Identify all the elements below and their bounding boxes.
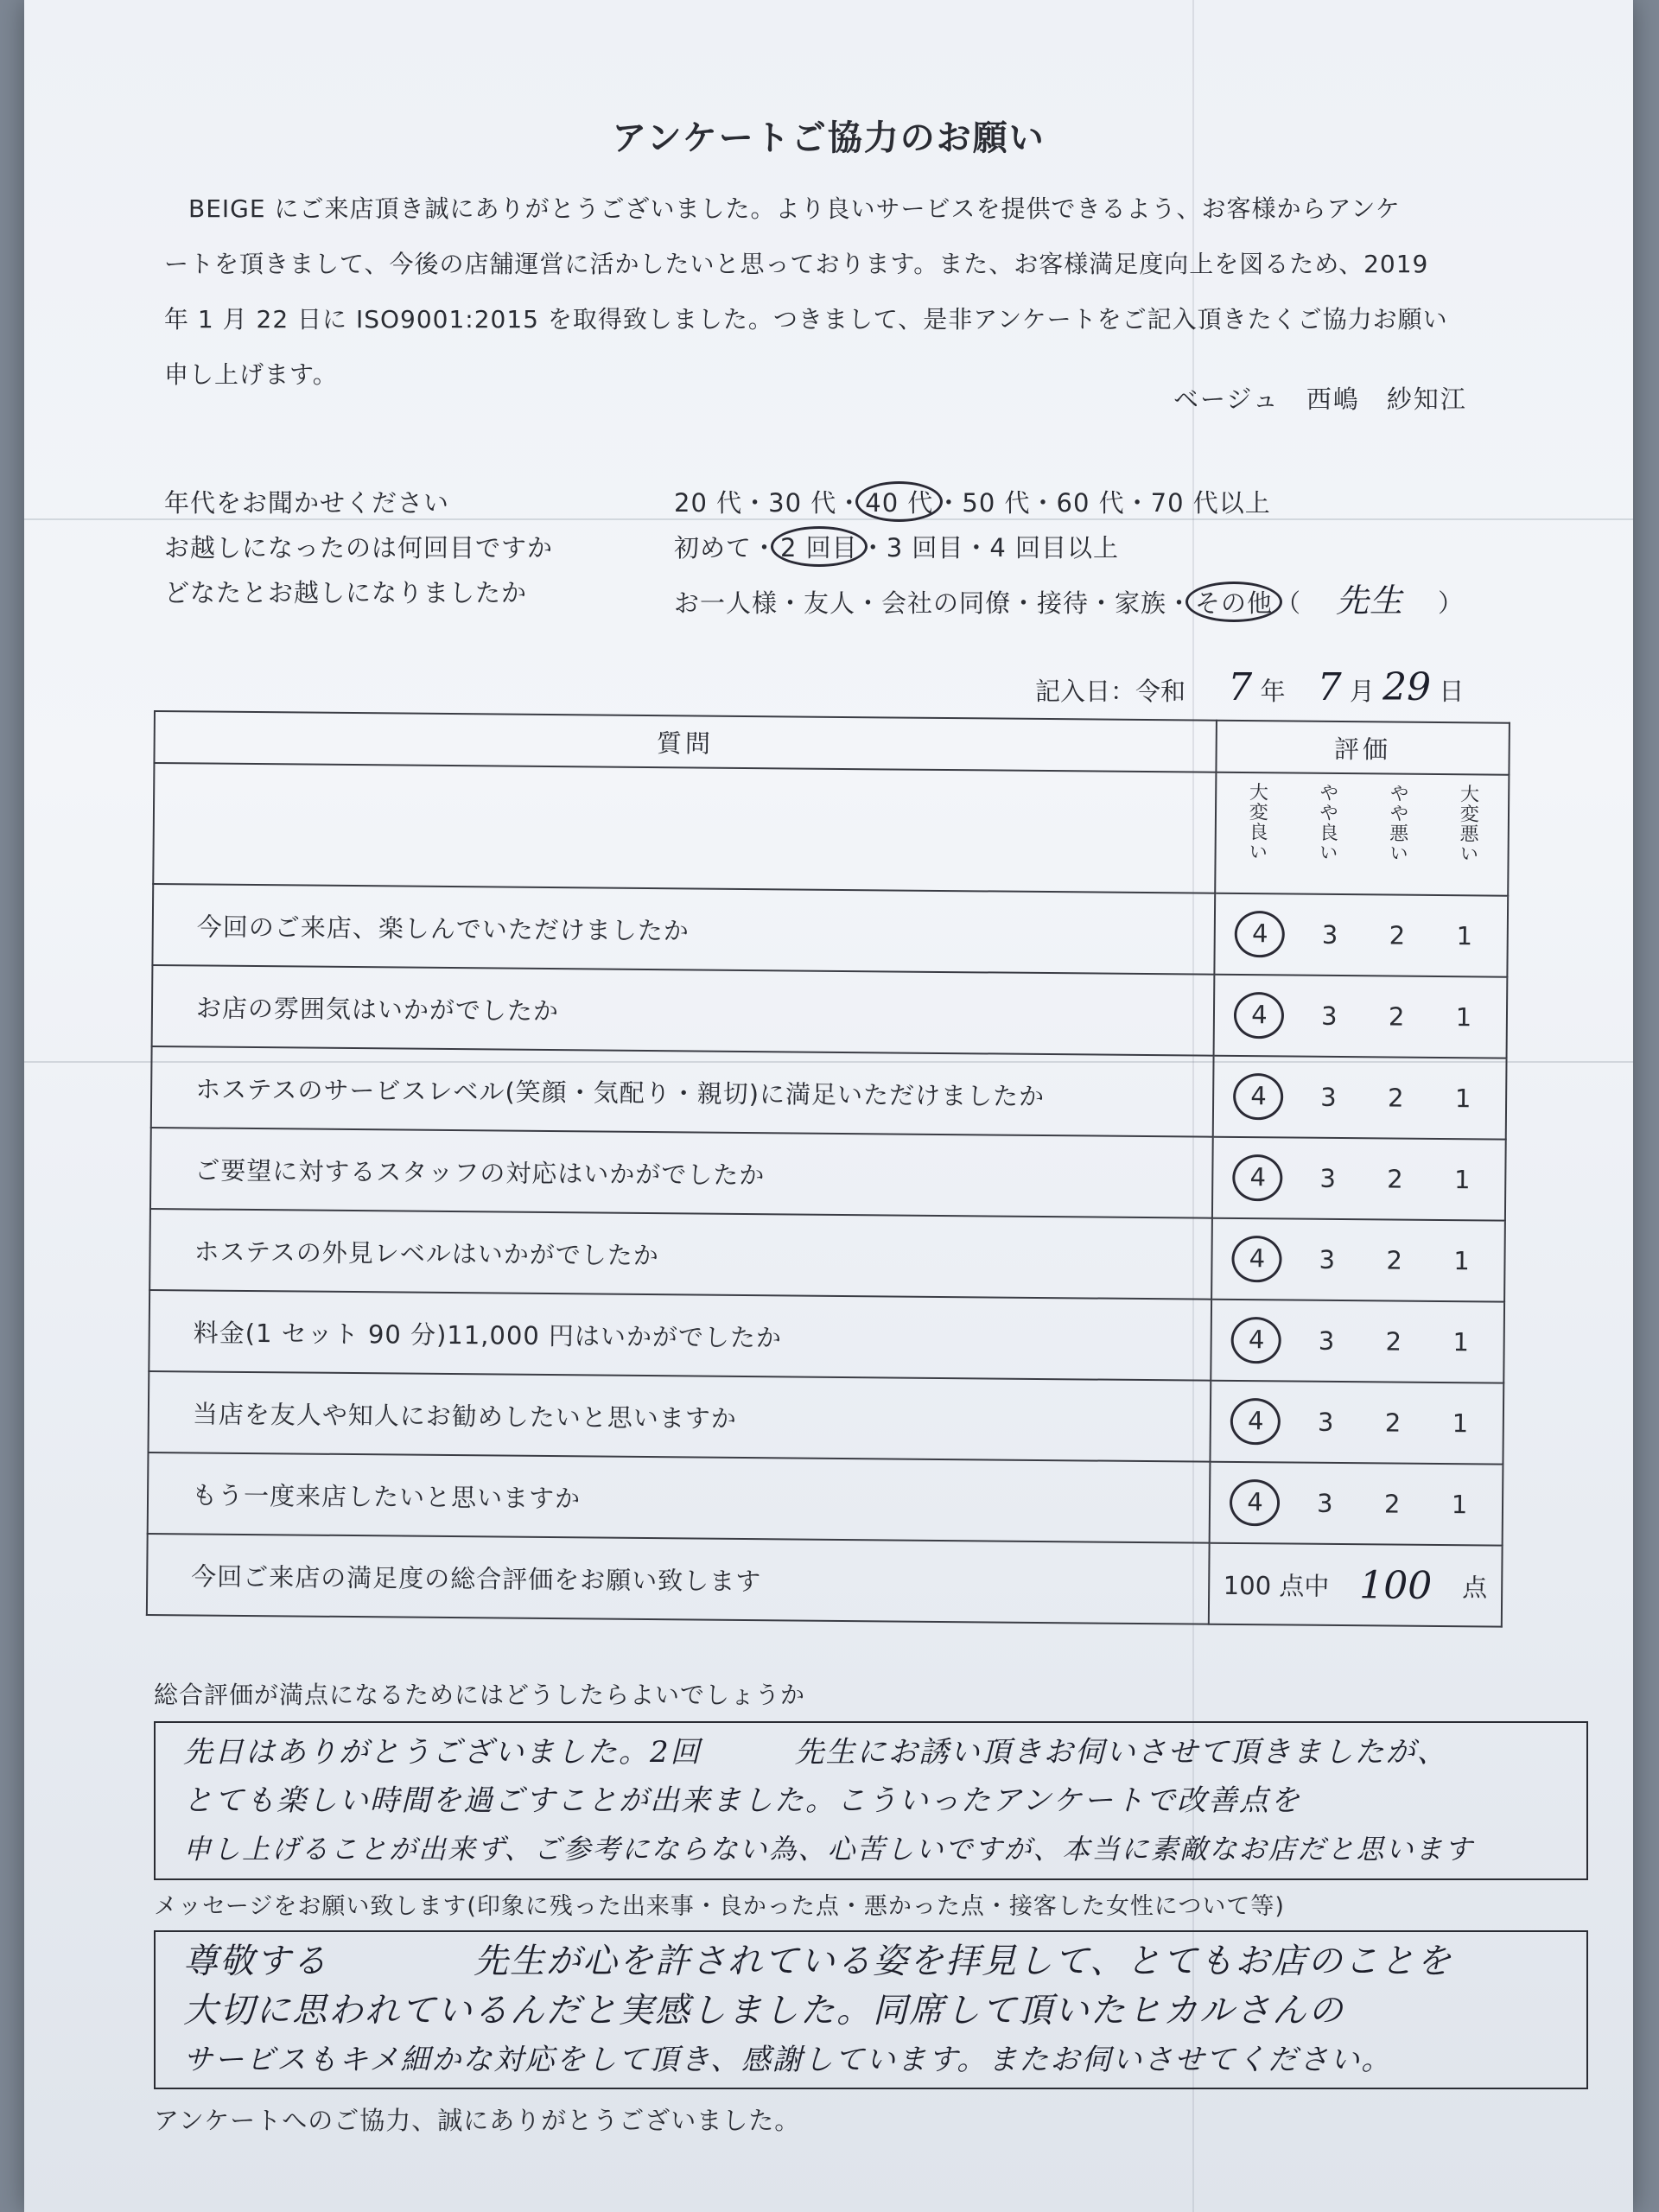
rating-option[interactable]: 3 bbox=[1316, 1488, 1333, 1518]
intro-line: BEIGE にご来店頂き誠にありがとうございました。より良いサービスを提供できるよう、お客様からアンケ bbox=[188, 194, 1401, 223]
scale-label: 大変良い bbox=[1245, 782, 1268, 862]
date-year-unit: 年 bbox=[1260, 677, 1286, 706]
closing-text: アンケートへのご協力、誠にありがとうございました。 bbox=[154, 2106, 801, 2135]
rating-cell bbox=[1212, 1056, 1506, 1140]
companion-paren: ） bbox=[1438, 588, 1465, 618]
date-label: 記入日：令和 bbox=[1035, 677, 1186, 706]
rating-option[interactable]: 2 bbox=[1383, 1489, 1401, 1519]
rating-option-selected[interactable]: 4 bbox=[1235, 911, 1285, 958]
rating-option[interactable]: 2 bbox=[1387, 1164, 1403, 1194]
companion-selected-option[interactable]: その他 bbox=[1185, 582, 1282, 622]
signature: ベージュ 西嶋 紗知江 bbox=[1173, 385, 1467, 414]
rating-option[interactable]: 3 bbox=[1317, 1407, 1334, 1437]
rating-cell bbox=[1211, 1218, 1505, 1302]
total-prefix: 100 点中 bbox=[1223, 1570, 1330, 1601]
survey-title: アンケートご協力のお願い bbox=[612, 118, 1046, 158]
rating-option[interactable]: 3 bbox=[1321, 919, 1338, 950]
message-label: メッセージをお願い致します(印象に残った出来事・良かった点・悪かった点・接客した女性について等) bbox=[154, 1893, 1285, 1920]
age-selected-option[interactable]: 40 代 bbox=[855, 481, 943, 522]
intro-line: 申し上げます。 bbox=[164, 360, 338, 389]
visits-option-text: ・3 回目・4 回目以上 bbox=[860, 533, 1120, 563]
scale-label: やや良い bbox=[1316, 782, 1338, 862]
rating-option[interactable]: 1 bbox=[1454, 1084, 1471, 1114]
rating-cell bbox=[1211, 1300, 1504, 1383]
rating-option[interactable]: 1 bbox=[1455, 1002, 1472, 1033]
date-month[interactable]: 7 bbox=[1317, 665, 1342, 709]
rating-cell bbox=[1211, 1137, 1505, 1221]
visits-option-text: 初めて・ bbox=[674, 533, 779, 563]
table-row bbox=[148, 1452, 1503, 1546]
visits-selected-option[interactable]: 2 回目 bbox=[771, 526, 868, 567]
total-unit: 点 bbox=[1462, 1572, 1488, 1603]
question-text: もう一度来店したいと思いますか bbox=[148, 1452, 1210, 1543]
age-option-text: 20 代・30 代・ bbox=[674, 488, 863, 518]
scale-row bbox=[153, 763, 1509, 896]
question-text: お店の雰囲気はいかがでしたか bbox=[152, 965, 1214, 1056]
table-row bbox=[149, 1371, 1504, 1465]
message-answer-box[interactable] bbox=[154, 1930, 1588, 2089]
rating-option[interactable]: 1 bbox=[1452, 1408, 1469, 1439]
rating-option[interactable]: 3 bbox=[1320, 1001, 1338, 1031]
total-score-cell bbox=[1208, 1543, 1502, 1627]
question-text: ホステスの外見レベルはいかがでしたか bbox=[149, 1209, 1211, 1300]
improve-line: とても楽しい時間を過ごすことが出来ました。こういったアンケートで改善点を bbox=[183, 1783, 1301, 1818]
rating-cell bbox=[1210, 1381, 1503, 1465]
rating-option[interactable]: 1 bbox=[1451, 1490, 1468, 1520]
message-line: サービスもキメ細かな対応をして頂き、感謝しています。またお伺いさせてください。 bbox=[183, 2043, 1393, 2077]
improve-line: 申し上げることが出来ず、ご参考にならない為、心苦しいですが、本当に素敵なお店だと思います bbox=[183, 1833, 1474, 1866]
header-rating: 評価 bbox=[1216, 721, 1510, 775]
question-text: ホステスのサービスレベル(笑顔・気配り・親切)に満足いただけましたか bbox=[151, 1046, 1213, 1137]
improve-answer-box[interactable] bbox=[154, 1721, 1588, 1880]
rating-option[interactable]: 2 bbox=[1389, 920, 1406, 950]
rating-cell bbox=[1209, 1462, 1503, 1546]
rating-option[interactable]: 2 bbox=[1387, 1083, 1404, 1113]
date-month-unit: 月 bbox=[1349, 677, 1375, 706]
question-text: ご要望に対するスタッフの対応はいかがでしたか bbox=[150, 1128, 1212, 1218]
total-label: 今回ご来店の満足度の総合評価をお願い致します bbox=[147, 1534, 1209, 1624]
rating-option[interactable]: 1 bbox=[1453, 1165, 1471, 1195]
table-row bbox=[151, 1046, 1507, 1140]
rating-option-selected[interactable]: 4 bbox=[1234, 992, 1284, 1039]
rating-cell bbox=[1214, 893, 1508, 977]
survey-sheet bbox=[24, 0, 1633, 2212]
question-text: 当店を友人や知人にお勧めしたいと思いますか bbox=[149, 1371, 1211, 1462]
visits-options bbox=[674, 529, 1119, 564]
rating-option-selected[interactable]: 4 bbox=[1230, 1398, 1281, 1446]
message-line: 尊敬する 先生が心を許されている姿を拝見して、とてもお店のことを bbox=[183, 1942, 1453, 1981]
companion-written-answer[interactable]: 先生 bbox=[1336, 582, 1404, 620]
rating-option[interactable]: 1 bbox=[1456, 921, 1473, 951]
fill-date bbox=[1035, 665, 1464, 709]
age-options bbox=[674, 484, 1271, 519]
survey-table bbox=[146, 710, 1510, 1628]
total-row bbox=[147, 1534, 1503, 1627]
rating-option-selected[interactable]: 4 bbox=[1233, 1073, 1283, 1121]
age-label: 年代をお聞かせください bbox=[164, 488, 450, 518]
rating-option[interactable]: 2 bbox=[1388, 1001, 1405, 1032]
scale-label: 大変悪い bbox=[1456, 784, 1479, 864]
rating-option-selected[interactable]: 4 bbox=[1231, 1317, 1281, 1364]
table-row bbox=[149, 1290, 1504, 1383]
question-rows bbox=[148, 884, 1509, 1546]
rating-option[interactable]: 3 bbox=[1318, 1325, 1335, 1356]
rating-option[interactable]: 1 bbox=[1452, 1327, 1470, 1357]
companion-label: どなたとお越しになりましたか bbox=[164, 578, 528, 607]
question-text: 今回のご来店、楽しんでいただけましたか bbox=[152, 884, 1214, 975]
visits-label: お越しになったのは何回目ですか bbox=[164, 533, 554, 563]
table-row bbox=[150, 1128, 1506, 1221]
message-line: 大切に思われているんだと実感しました。同席して頂いたヒカルさんの bbox=[183, 1991, 1344, 2031]
improve-label: 総合評価が満点になるためにはどうしたらよいでしょうか bbox=[154, 1681, 806, 1709]
scale-label: やや悪い bbox=[1386, 783, 1409, 863]
date-day[interactable]: 29 bbox=[1382, 665, 1432, 709]
header-question: 質問 bbox=[154, 711, 1216, 772]
companion-options bbox=[674, 574, 1464, 621]
rating-option-selected[interactable]: 4 bbox=[1230, 1479, 1280, 1527]
rating-option[interactable]: 3 bbox=[1319, 1163, 1337, 1193]
companion-option-text: お一人様・友人・会社の同僚・接待・家族・ bbox=[674, 588, 1193, 618]
rating-option[interactable]: 3 bbox=[1320, 1082, 1337, 1112]
scale-labels-cell bbox=[1215, 772, 1510, 896]
date-year[interactable]: 7 bbox=[1228, 665, 1253, 709]
table-row bbox=[149, 1209, 1505, 1302]
table-row bbox=[152, 965, 1508, 1058]
improve-line: 先日はありがとうございました。2回 先生にお誘い頂きお伺いさせて頂きましたが、 bbox=[183, 1735, 1448, 1770]
date-day-unit: 日 bbox=[1439, 677, 1465, 706]
scale-blank-cell bbox=[153, 763, 1216, 893]
rating-option[interactable]: 2 bbox=[1384, 1408, 1402, 1438]
intro-line: 年 1 月 22 日に ISO9001:2015 を取得致しました。つきまして、是非アンケートをご記入頂きたくご協力お願い bbox=[164, 305, 1448, 334]
rating-cell bbox=[1213, 975, 1507, 1058]
rating-option-selected[interactable]: 4 bbox=[1233, 1154, 1283, 1202]
companion-paren: （ bbox=[1275, 588, 1302, 618]
rating-option[interactable]: 1 bbox=[1453, 1246, 1470, 1276]
intro-line: ートを頂きまして、今後の店舗運営に活かしたいと思っております。また、お客様満足度向上を図るため、2019 bbox=[164, 250, 1429, 278]
rating-option[interactable]: 3 bbox=[1319, 1244, 1336, 1274]
rating-option-selected[interactable]: 4 bbox=[1232, 1236, 1282, 1283]
rating-option[interactable]: 2 bbox=[1385, 1326, 1402, 1357]
age-option-text: ・50 代・60 代・70 代以上 bbox=[936, 488, 1271, 518]
table-row bbox=[152, 884, 1508, 977]
intro-paragraph bbox=[164, 181, 1512, 403]
question-text: 料金(1 セット 90 分)11,000 円はいかがでしたか bbox=[149, 1290, 1211, 1381]
total-score[interactable]: 100 bbox=[1359, 1562, 1433, 1608]
rating-option[interactable]: 2 bbox=[1386, 1245, 1403, 1275]
